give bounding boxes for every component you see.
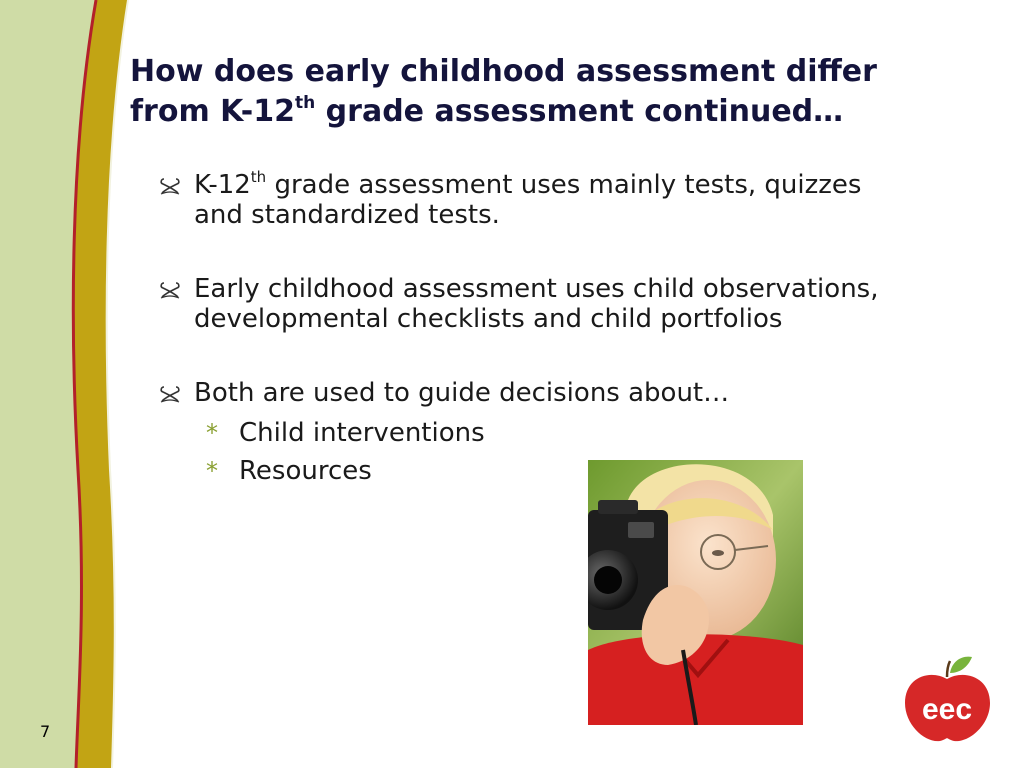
title-superscript: th bbox=[295, 93, 316, 113]
bullet-1-post: grade assessment uses mainly tests, quizzes and standardized tests. bbox=[194, 170, 862, 230]
sub-bullet-item bbox=[194, 452, 918, 490]
photo-camera-lens-inner bbox=[594, 566, 622, 594]
sub-bullet-item bbox=[194, 414, 918, 452]
bullet-item bbox=[158, 378, 918, 490]
bullet-item bbox=[158, 170, 918, 230]
bullet-item bbox=[158, 274, 918, 334]
script-bullet-icon bbox=[158, 175, 182, 197]
photo-camera-flash bbox=[628, 522, 654, 538]
logo-text: eec bbox=[921, 693, 973, 726]
photo-camera-top bbox=[598, 500, 638, 514]
photo-eye bbox=[712, 550, 724, 556]
eec-apple-logo bbox=[900, 655, 995, 745]
logo-stem bbox=[947, 661, 950, 677]
title-line-1: How does early childhood assessment differ bbox=[130, 54, 877, 89]
script-bullet-icon bbox=[158, 383, 182, 405]
bullet-list bbox=[158, 170, 918, 490]
slide-title bbox=[130, 52, 1000, 132]
sub-bullet-2-text: Resources bbox=[239, 456, 372, 486]
asterisk-bullet-icon: * bbox=[206, 457, 218, 485]
title-line-2-pre: from K-12 bbox=[130, 94, 295, 129]
logo-leaf bbox=[950, 657, 972, 673]
asterisk-bullet-icon: * bbox=[206, 419, 218, 447]
child-camera-photo bbox=[588, 460, 803, 725]
bullet-3-text: Both are used to guide decisions about… bbox=[194, 378, 730, 408]
bullet-1-superscript: th bbox=[250, 168, 267, 186]
page-number: 7 bbox=[40, 722, 51, 741]
sub-bullet-list bbox=[194, 414, 918, 490]
script-bullet-icon bbox=[158, 279, 182, 301]
bullet-2-text: Early childhood assessment uses child observations, developmental checklists and child portfolios bbox=[194, 274, 879, 334]
title-line-2-post: grade assessment continued… bbox=[315, 94, 844, 129]
sidebar-decoration bbox=[0, 0, 140, 768]
bullet-1-pre: K-12 bbox=[194, 170, 251, 200]
sub-bullet-1-text: Child interventions bbox=[239, 418, 485, 448]
